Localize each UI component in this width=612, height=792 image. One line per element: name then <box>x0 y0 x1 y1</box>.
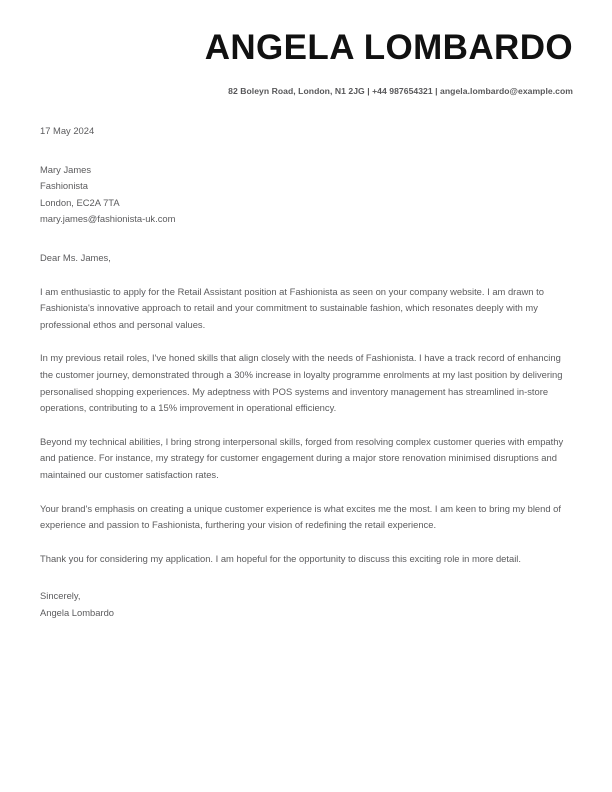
recipient-company: Fashionista <box>40 180 88 192</box>
closing-block <box>40 588 574 621</box>
letter-header <box>0 0 612 96</box>
signature-name: Angela Lombardo <box>40 606 115 618</box>
letter-date: 17 May 2024 <box>40 125 95 137</box>
recipient-address-block <box>40 162 574 228</box>
recipient-address: London, EC2A 7TA <box>40 196 120 208</box>
salutation: Dear Ms. James, <box>40 252 111 264</box>
recipient-email: mary.james@fashionista-uk.com <box>40 213 176 225</box>
body-paragraph: In my previous retail roles, I've honed skills that align closely with the needs of Fashionista. I have a track record of enhancing the customer journey, demonstrated through a 30% increase in loyalty programme enrolments at my last position by delivering personalised shopping experiences. My adeptness with POS systems and inventory management has streamlined in-store operations, contributing to a 15% improvement in operational efficiency. <box>40 352 563 414</box>
recipient-name: Mary James <box>40 163 92 175</box>
body-paragraph: Thank you for considering my application. I am hopeful for the opportunity to discuss this exciting role in more detail. <box>40 552 521 564</box>
body-paragraph: Your brand's emphasis on creating a unique customer experience is what excites me the most. I am keen to bring my blend of experience and passion to Fashionista, furthering your vision of redefining the retail experience. <box>40 502 561 531</box>
valediction: Sincerely, <box>40 590 81 602</box>
body-paragraph: Beyond my technical abilities, I bring strong interpersonal skills, forged from resolving complex customer queries with empathy and patience. For instance, my strategy for customer engagement during a major store renovation minimised disruptions and maintained our customer satisfaction rates. <box>40 435 564 480</box>
body-paragraph: I am enthusiastic to apply for the Retail Assistant position at Fashionista as seen on your company website. I am drawn to Fashionista's innovative approach to retail and your commitment to sustainable fashion, which resonates deeply with my professional ethos and personal values. <box>40 285 544 330</box>
contact-info-line: 82 Boleyn Road, London, N1 2JG | +44 987654321 | angela.lombardo@example.com <box>228 85 573 96</box>
page-title: ANGELA LOMBARDO <box>204 28 573 67</box>
letter-body <box>0 123 612 621</box>
